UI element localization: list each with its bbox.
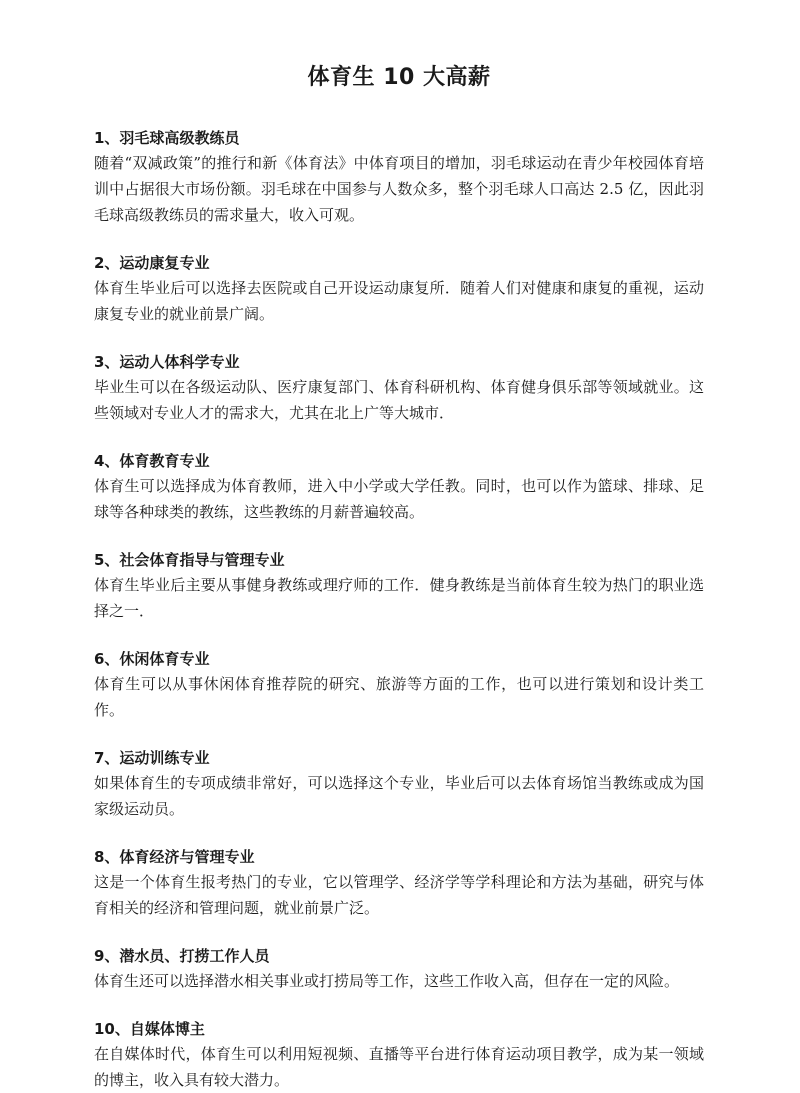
section-body: 体育生还可以选择潜水相关事业或打捞局等工作，这些工作收入高，但存在一定的风险。: [94, 972, 680, 990]
section-2: [94, 253, 704, 327]
section-1: [94, 128, 704, 228]
section-body: 体育生可以选择成为体育教师，进入中小学或大学任教。同时，也可以作为篮球、排球、足球等各种球类的教练，这些教练的月薪普遍较高。: [94, 477, 704, 521]
document-title: 体育生 10 大高薪: [307, 65, 491, 90]
section-body: 随着“双减政策”的推行和新《体育法》中体育项目的增加，羽毛球运动在青少年校园体育培训中占据很大市场份额。羽毛球在中国参与人数众多，整个羽毛球人口高达 2.5 亿，因此羽毛球高级教练员的需求量大，收入可观。: [94, 154, 704, 224]
section-5: [94, 550, 704, 624]
section-heading: 6、休闲体育专业: [94, 650, 210, 668]
section-heading: 7、运动训练专业: [94, 749, 210, 767]
section-body: 毕业生可以在各级运动队、医疗康复部门、体育科研机构、体育健身俱乐部等领域就业。这些领域对专业人才的需求大，尤其在北上广等大城市．: [94, 378, 704, 422]
section-body: 体育生可以从事休闲体育推荐院的研究、旅游等方面的工作，也可以进行策划和设计类工作。: [94, 675, 704, 719]
section-heading: 9、潜水员、打捞工作人员: [94, 947, 270, 965]
section-4: [94, 451, 704, 525]
section-heading: 8、体育经济与管理专业: [94, 848, 255, 866]
section-6: [94, 649, 704, 723]
section-heading: 5、社会体育指导与管理专业: [94, 551, 285, 569]
section-heading: 3、运动人体科学专业: [94, 353, 240, 371]
section-heading: 4、体育教育专业: [94, 452, 210, 470]
section-body: 在自媒体时代，体育生可以利用短视频、直播等平台进行体育运动项目教学，成为某一领域的博主，收入具有较大潜力。: [94, 1045, 704, 1089]
section-8: [94, 847, 704, 921]
section-body: 这是一个体育生报考热门的专业，它以管理学、经济学等学科理论和方法为基础，研究与体育相关的经济和管理问题，就业前景广泛。: [94, 873, 704, 917]
section-body: 体育生毕业后主要从事健身教练或理疗师的工作．健身教练是当前体育生较为热门的职业选择之一．: [94, 576, 704, 620]
section-body: 体育生毕业后可以选择去医院或自己开设运动康复所．随着人们对健康和康复的重视，运动康复专业的就业前景广阔。: [94, 279, 704, 323]
section-heading: 1、羽毛球高级教练员: [94, 129, 240, 147]
section-heading: 2、运动康复专业: [94, 254, 210, 272]
section-3: [94, 352, 704, 426]
section-body: 如果体育生的专项成绩非常好，可以选择这个专业，毕业后可以去体育场馆当教练或成为国家级运动员。: [94, 774, 704, 818]
section-7: [94, 748, 704, 822]
section-9: [94, 946, 704, 994]
section-heading: 10、自媒体博主: [94, 1020, 205, 1038]
section-10: [94, 1019, 704, 1093]
